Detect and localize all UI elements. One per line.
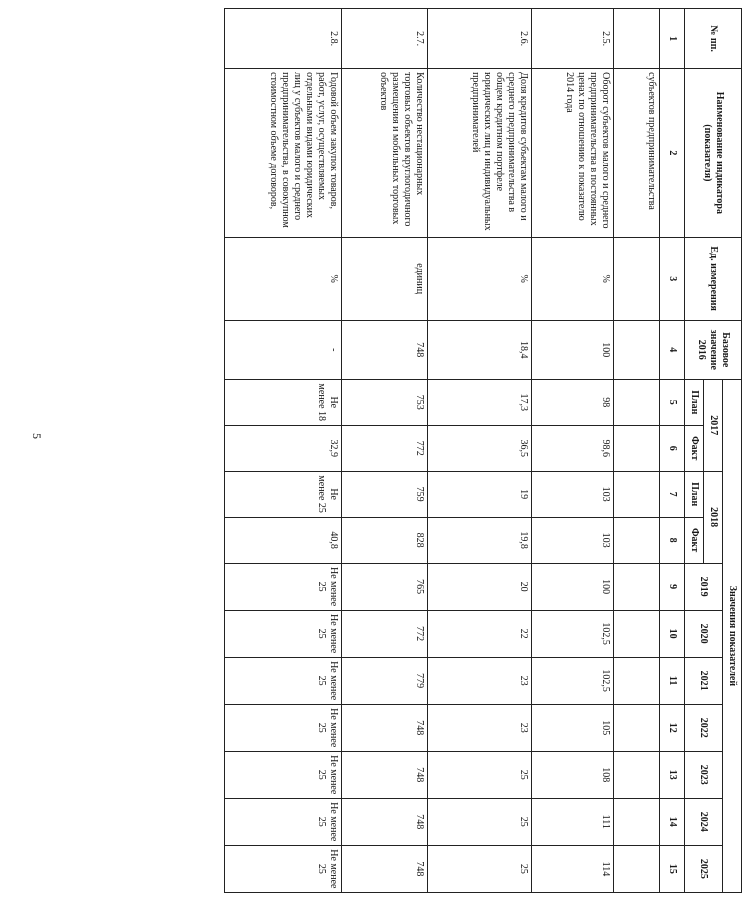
value-cell bbox=[614, 379, 660, 425]
value-cell bbox=[614, 751, 660, 798]
indicator-name: Оборот субъектов малого и среднего предпринимательства в постоянных ценах по отношению к показателю 2014 года bbox=[532, 69, 614, 237]
base-value-cell: 100 bbox=[532, 320, 614, 379]
header-2024: 2024 bbox=[685, 798, 723, 845]
header-row-1 bbox=[723, 9, 742, 893]
value-cell: 103 bbox=[532, 517, 614, 563]
table-row bbox=[225, 9, 342, 893]
value-cell: 748 bbox=[342, 704, 428, 751]
value-cell: 25 bbox=[428, 751, 532, 798]
base-value-cell bbox=[614, 320, 660, 379]
unit-cell: % bbox=[532, 237, 614, 320]
value-cell: 25 bbox=[428, 798, 532, 845]
value-cell: 100 bbox=[532, 563, 614, 610]
col-number: 7 bbox=[660, 471, 685, 517]
col-number: 10 bbox=[660, 610, 685, 657]
header-2017-fact: Факт bbox=[685, 425, 704, 471]
col-number: 1 bbox=[660, 9, 685, 69]
col-number: 11 bbox=[660, 657, 685, 704]
value-cell: Не менее 25 bbox=[225, 657, 342, 704]
value-cell: 98 bbox=[532, 379, 614, 425]
value-cell: 98,6 bbox=[532, 425, 614, 471]
value-cell: 102,5 bbox=[532, 657, 614, 704]
header-no: № пп. bbox=[685, 9, 742, 69]
header-2019: 2019 bbox=[685, 563, 723, 610]
value-cell bbox=[614, 610, 660, 657]
value-cell: 22 bbox=[428, 610, 532, 657]
indicator-name: Доля кредитов субъектам малого и среднего предпринимательства в общем кредитном портфеле юридических лиц и индивидуальных предпринимателей bbox=[428, 69, 532, 237]
header-2017: 2017 bbox=[704, 379, 723, 471]
header-2025: 2025 bbox=[685, 845, 723, 892]
value-cell: 103 bbox=[532, 471, 614, 517]
header-2020: 2020 bbox=[685, 610, 723, 657]
value-cell: 23 bbox=[428, 657, 532, 704]
value-cell: 772 bbox=[342, 425, 428, 471]
value-cell: 748 bbox=[342, 751, 428, 798]
row-number bbox=[614, 9, 660, 69]
col-number: 4 bbox=[660, 320, 685, 379]
value-cell: 105 bbox=[532, 704, 614, 751]
table-row bbox=[532, 9, 614, 893]
table-body bbox=[225, 9, 660, 893]
value-cell: Не менее 25 bbox=[225, 610, 342, 657]
indicator-name: Годовой объем закупок товаров, работ, услуг, осуществляемых отдельными видами юридических лиц у субъектов малого и среднего предпринимательства, в совокупном стоимостном объеме договоров, bbox=[225, 69, 342, 237]
header-2018-fact: Факт bbox=[685, 517, 704, 563]
header-2018: 2018 bbox=[704, 471, 723, 563]
table-row bbox=[428, 9, 532, 893]
value-cell: 32,9 bbox=[225, 425, 342, 471]
header-values: Значения показателей bbox=[723, 379, 742, 892]
indicators-table bbox=[224, 8, 742, 893]
value-cell: Не менее 25 bbox=[225, 751, 342, 798]
header-2023: 2023 bbox=[685, 751, 723, 798]
table-row bbox=[342, 9, 428, 893]
value-cell: 36,5 bbox=[428, 425, 532, 471]
row-number: 2.5. bbox=[532, 9, 614, 69]
header-name: Наименование индикатора (показателя) bbox=[685, 69, 742, 237]
value-cell: 748 bbox=[342, 798, 428, 845]
value-cell: Не менее 25 bbox=[225, 845, 342, 892]
value-cell: Не менее 25 bbox=[225, 471, 342, 517]
row-number: 2.8. bbox=[225, 9, 342, 69]
value-cell bbox=[614, 704, 660, 751]
unit-cell: % bbox=[225, 237, 342, 320]
col-number: 12 bbox=[660, 704, 685, 751]
value-cell: Не менее 25 bbox=[225, 798, 342, 845]
value-cell: 25 bbox=[428, 845, 532, 892]
value-cell: 102,5 bbox=[532, 610, 614, 657]
header-base: Базовое значение 2016 bbox=[685, 320, 742, 379]
value-cell: 759 bbox=[342, 471, 428, 517]
base-value-cell: 748 bbox=[342, 320, 428, 379]
col-number: 15 bbox=[660, 845, 685, 892]
unit-cell: % bbox=[428, 237, 532, 320]
row-number: 2.6. bbox=[428, 9, 532, 69]
col-number: 13 bbox=[660, 751, 685, 798]
row-number: 2.7. bbox=[342, 9, 428, 69]
rotated-table-container bbox=[224, 8, 742, 893]
indicator-name: субъектов предпринимательства bbox=[614, 69, 660, 237]
indicator-name: Количество нестационарных торговых объектов круглогодичного размещения и мобильных торговых объектов bbox=[342, 69, 428, 237]
value-cell bbox=[614, 425, 660, 471]
value-cell bbox=[614, 471, 660, 517]
col-number: 14 bbox=[660, 798, 685, 845]
value-cell: 23 bbox=[428, 704, 532, 751]
value-cell: 17,3 bbox=[428, 379, 532, 425]
value-cell: 772 bbox=[342, 610, 428, 657]
header-unit: Ед. измерения bbox=[685, 237, 742, 320]
column-number-row bbox=[660, 9, 685, 893]
value-cell: 108 bbox=[532, 751, 614, 798]
col-number: 5 bbox=[660, 379, 685, 425]
value-cell: 765 bbox=[342, 563, 428, 610]
value-cell bbox=[614, 657, 660, 704]
value-cell: 779 bbox=[342, 657, 428, 704]
value-cell: 19,8 bbox=[428, 517, 532, 563]
value-cell: Не менее 18 bbox=[225, 379, 342, 425]
value-cell bbox=[614, 517, 660, 563]
header-2021: 2021 bbox=[685, 657, 723, 704]
value-cell: 111 bbox=[532, 798, 614, 845]
value-cell: 828 bbox=[342, 517, 428, 563]
base-value-cell: 18,4 bbox=[428, 320, 532, 379]
value-cell: Не менее 25 bbox=[225, 563, 342, 610]
header-2022: 2022 bbox=[685, 704, 723, 751]
col-number: 6 bbox=[660, 425, 685, 471]
page-number: 5 bbox=[30, 433, 44, 439]
header-2017-plan: План bbox=[685, 379, 704, 425]
value-cell: 20 bbox=[428, 563, 532, 610]
value-cell bbox=[614, 845, 660, 892]
col-number: 9 bbox=[660, 563, 685, 610]
header-2018-plan: План bbox=[685, 471, 704, 517]
unit-cell bbox=[614, 237, 660, 320]
value-cell: 114 bbox=[532, 845, 614, 892]
value-cell: 748 bbox=[342, 845, 428, 892]
value-cell bbox=[614, 798, 660, 845]
value-cell: 753 bbox=[342, 379, 428, 425]
value-cell: Не менее 25 bbox=[225, 704, 342, 751]
unit-cell: единиц bbox=[342, 237, 428, 320]
table-row bbox=[614, 9, 660, 893]
col-number: 3 bbox=[660, 237, 685, 320]
value-cell: 19 bbox=[428, 471, 532, 517]
value-cell: 40,8 bbox=[225, 517, 342, 563]
value-cell bbox=[614, 563, 660, 610]
base-value-cell: - bbox=[225, 320, 342, 379]
col-number: 8 bbox=[660, 517, 685, 563]
col-number: 2 bbox=[660, 69, 685, 237]
